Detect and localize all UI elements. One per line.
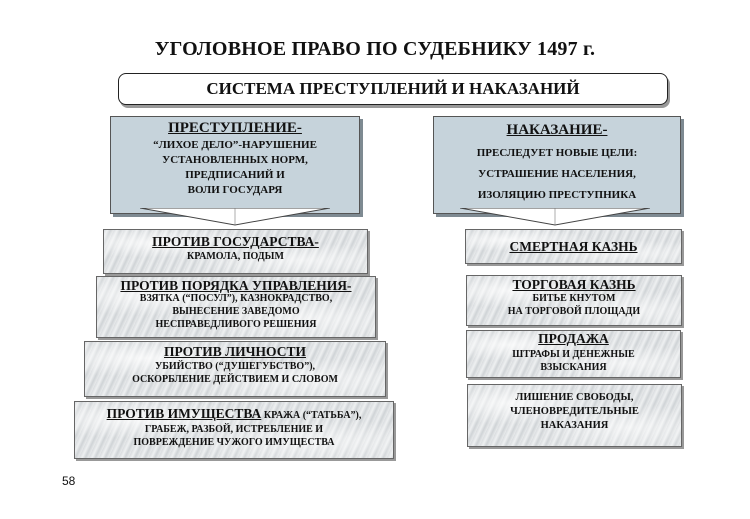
crime-definition-box [110,116,360,214]
crime-type-line: ВЗЯТКА (“ПОСУЛ”), КАЗНОКРАДСТВО, [139,293,333,304]
crime-type-person [84,341,386,397]
punishment-type-death [465,229,682,264]
crime-line: ВОЛИ ГОСУДАРЯ [187,184,283,196]
punishment-type-heading: ПРОДАЖА [538,331,609,346]
punishment-type-line: ШТРАФЫ И ДЕНЕЖНЫЕ [512,349,635,360]
punishment-type-line: ЛИШЕНИЕ СВОБОДЫ, [515,392,634,403]
punishment-type-line: НАКАЗАНИЯ [540,420,609,431]
crime-type-line: ПОВРЕЖДЕНИЕ ЧУЖОГО ИМУЩЕСТВА [133,437,335,448]
punishment-type-line: ВЗЫСКАНИЯ [540,362,607,373]
crime-type-line: УБИЙСТВО (“ДУШЕГУБСТВО”), [154,361,316,372]
crime-type-state [103,229,368,274]
crime-type-heading: ПРОТИВ ГОСУДАРСТВА- [152,234,319,249]
crime-type-line: ГРАБЕЖ, РАЗБОЙ, ИСТРЕБЛЕНИЕ И [144,424,324,435]
crime-down-arrow [140,208,330,226]
crime-type-line: НЕСПРАВЕДЛИВОГО РЕШЕНИЯ [155,319,317,330]
subtitle-banner: СИСТЕМА ПРЕСТУПЛЕНИЙ И НАКАЗАНИЙ [118,73,668,105]
crime-line: УСТАНОВЛЕННЫХ НОРМ, [162,154,308,166]
crime-line: ПРЕДПИСАНИЙ И [185,169,285,181]
punishment-line: ИЗОЛЯЦИЮ ПРЕСТУПНИКА [477,189,637,201]
punishment-type-heading: ТОРГОВАЯ КАЗНЬ [512,277,636,292]
crime-type-line: КРАМОЛА, ПОДЫМ [187,251,284,262]
crime-type-administration [96,276,376,338]
crime-type-property [74,401,394,459]
punishment-type-heading: СМЕРТНАЯ КАЗНЬ [509,239,638,254]
punishment-line: УСТРАШЕНИЕ НАСЕЛЕНИЯ, [478,168,636,180]
punishment-heading: НАКАЗАНИЕ- [506,122,608,138]
punishment-type-deprivation [467,384,682,447]
crime-type-heading: ПРОТИВ ЛИЧНОСТИ [164,344,306,359]
crime-heading: ПРЕСТУПЛЕНИЕ- [168,120,302,136]
crime-type-inline: КРАЖА (“ТАТЬБА”), [261,410,362,421]
punishment-type-trade [466,275,682,326]
punishment-type-sale [466,330,681,378]
punishment-definition-box [433,116,681,214]
punishment-down-arrow [460,208,650,226]
crime-type-line: ОСКОРБЛЕНИЕ ДЕЙСТВИЕМ И СЛОВОМ [132,374,338,385]
crime-type-heading: ПРОТИВ ИМУЩЕСТВА [106,406,262,421]
page-number: 58 [62,474,76,488]
punishment-type-line: БИТЬЕ КНУТОМ [532,293,616,304]
crime-line: “ЛИХОЕ ДЕЛО”-НАРУШЕНИЕ [153,139,317,151]
punishment-type-line: ЧЛЕНОВРЕДИТЕЛЬНЫЕ [510,406,639,417]
crime-type-heading: ПРОТИВ ПОРЯДКА УПРАВЛЕНИЯ- [120,278,352,293]
punishment-line: ПРЕСЛЕДУЕТ НОВЫЕ ЦЕЛИ: [476,147,638,159]
punishment-type-line: НА ТОРГОВОЙ ПЛОЩАДИ [507,306,641,317]
diagram-title: УГОЛОВНОЕ ПРАВО ПО СУДЕБНИКУ 1497 г. [154,38,596,60]
crime-type-line: ВЫНЕСЕНИЕ ЗАВЕДОМО [172,306,300,317]
